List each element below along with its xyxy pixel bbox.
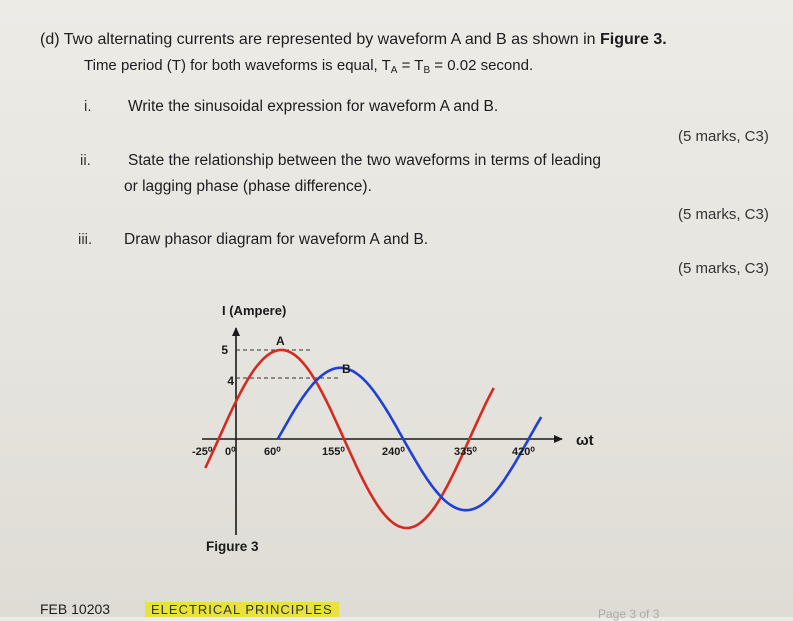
- waveform-chart: [170, 295, 610, 570]
- subscript-a: A: [390, 65, 398, 76]
- question-heading: [40, 31, 667, 49]
- x-tick-neg25: -25⁰: [192, 446, 213, 458]
- part-i-number: i.: [84, 98, 92, 115]
- footer-course-code: FEB 10203: [40, 601, 111, 617]
- period-value: = 0.02 second.: [430, 57, 534, 74]
- period-text: Time period (T) for both waveforms is equal, T: [84, 57, 391, 74]
- question-label: (d): [40, 31, 60, 48]
- x-tick-240: 240⁰: [382, 446, 405, 458]
- part-ii-number: ii.: [80, 152, 91, 169]
- y-tick-5: 5: [221, 343, 228, 357]
- x-tick-155: 155⁰: [322, 446, 345, 458]
- part-ii-text-line1: State the relationship between the two waveforms in terms of leading: [128, 152, 602, 169]
- series-a-label: A: [276, 334, 285, 348]
- footer-page-number: Page 3 of 3: [598, 607, 660, 621]
- equals-text: = T: [397, 57, 424, 74]
- part-ii-text-line2: or lagging phase (phase difference).: [124, 178, 372, 195]
- footer-course-title: ELECTRICAL PRINCIPLES: [145, 602, 339, 617]
- part-i-marks: (5 marks, C3): [678, 128, 769, 145]
- x-tick-60: 60⁰: [264, 446, 281, 458]
- y-axis-label: I (Ampere): [222, 303, 287, 318]
- question-intro: Two alternating currents are represented by waveform A and B as shown in: [63, 31, 601, 48]
- part-iii-text: Draw phasor diagram for waveform A and B.: [124, 231, 429, 248]
- x-tick-0: 0⁰: [225, 446, 236, 458]
- part-iii-number: iii.: [78, 231, 93, 248]
- period-statement: [84, 57, 533, 76]
- figure-caption: Figure 3: [206, 539, 259, 554]
- x-tick-335: 335⁰: [454, 446, 477, 458]
- part-i-text: Write the sinusoidal expression for waveform A and B.: [128, 98, 499, 115]
- part-ii-marks: (5 marks, C3): [678, 206, 769, 223]
- x-tick-420: 420⁰: [512, 446, 535, 458]
- series-b-label: B: [342, 362, 351, 376]
- x-axis-label: ωt: [576, 432, 594, 449]
- y-tick-4: 4: [227, 374, 234, 388]
- subscript-b: B: [423, 65, 431, 76]
- figure-reference: Figure 3.: [600, 31, 667, 48]
- part-iii-marks: (5 marks, C3): [678, 260, 769, 277]
